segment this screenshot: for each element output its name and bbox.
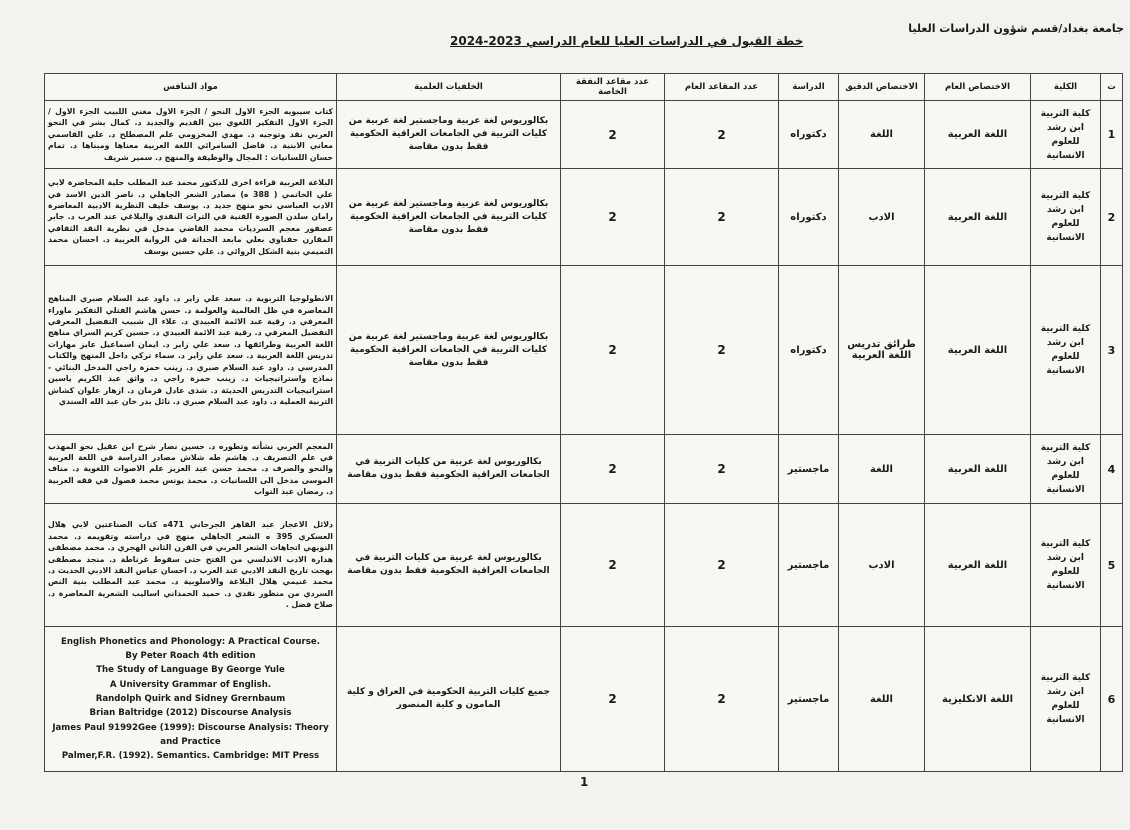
row-specific: الادب — [839, 169, 925, 266]
row-specific: اللغة — [839, 627, 925, 772]
col-header-private-seats: عدد مقاعد النفقة الخاصة — [561, 74, 665, 101]
row-materials: البلاغة العربية قراءة اخرى للدكتور محمد عبد المطلب حلية المحاضرة لابي علي الحاتمي ( 388 ه) مصادر الشعر الجاهلي د. ناصر الدين الاسد في الادب العباسي نحو منهج جديد د. يوسف خليف النظرية الادبية المعاصرة رامان سلدن الصورة الفنية في التراث النقدي والبلاغي عند العرب د. جابر عصفور معجم السرديات محمد القاضي مدخل في نظرية النقد الثقافي المقارن حفناوي بعلي مابعد الحداثة في الرواية العربية د. احسان محمد التميمي بنية الشكل الروائي د. علي حسين يوسف — [45, 169, 337, 266]
department-header: جامعة بغداد/قسم شؤون الدراسات العليا — [908, 22, 1124, 35]
row-general-seats: 2 — [665, 169, 779, 266]
reference-line: By Peter Roach 4th edition — [125, 651, 256, 662]
row-private-seats: 2 — [561, 101, 665, 169]
reference-line: Randolph Quirk and Sidney Grernbaum — [95, 694, 286, 705]
row-general: اللغة العربية — [925, 266, 1031, 435]
col-header-college: الكلية — [1031, 74, 1101, 101]
document-title: خطة القبول في الدراسات العليا للعام الدراسي 2023-2024 — [450, 34, 804, 48]
row-general: اللغة العربية — [925, 169, 1031, 266]
reference-line: A University Grammar of English. — [109, 679, 272, 690]
row-backgrounds: بكالوريوس لغة عربية من كليات التربية في الجامعات العراقية الحكومية فقط بدون مقاصة — [337, 503, 561, 627]
row-private-seats: 2 — [561, 435, 665, 503]
row-index: 2 — [1101, 169, 1123, 266]
row-general-seats: 2 — [665, 101, 779, 169]
table-row — [45, 503, 1123, 627]
row-specific: طرائق تدريس اللغة العربية — [839, 266, 925, 435]
row-index: 4 — [1101, 435, 1123, 503]
row-study: ماجستير — [779, 435, 839, 503]
page-number: 1 — [580, 775, 589, 789]
col-header-specific: الاختصاص الدقيق — [839, 74, 925, 101]
admission-plan-table — [44, 73, 1123, 772]
row-backgrounds: بكالوريوس لغة عربية وماجستير لغة عربية من كليات التربية في الجامعات العراقية الحكومية فقط بدون مقاصة — [337, 266, 561, 435]
row-study: ماجستير — [779, 627, 839, 772]
row-college: كلية التربية ابن رشد للعلوم الانسانية — [1031, 169, 1101, 266]
row-materials: الانطولوجيا التربوية د. سعد علي زاير د. داود عبد السلام صبري المناهج المعاصرة في ظل العالمية والعولمة د. حسن هاشم الفتلي التفكير ماوراء المعرفي د. رقية عبد الائمة العبيدي د. علاء ال شبيب التفضيل المعرفي التفضيل المعرفي د. رقية عبد الائمة العبيدي د. حسين كريم السراي مناهج اللغة العربية وطرائقها د. سعد علي زاير د. ايمان اسماعيل عايز مهارات تدريس اللغة العربية د. سعد علي زاير د. سماء تركي داخل المنهج والكتاب المدرسي د. داود عبد السلام صبري د. زينب حمزة راجي المدخل البنائي - نماذج واستراتيجيات د. زينب حمزة راجي د. واثق عبد الكريم ياسين استراتيجيات التدريس الحديثة د. شذى عادل فرمان د. ازهار علوان كشاش التربية العملية د. داود عبد السلام صبري د. نائل بدر خان عبد الله السندي — [45, 266, 337, 435]
row-specific: اللغة — [839, 435, 925, 503]
col-header-general: الاختصاص العام — [925, 74, 1031, 101]
row-general: اللغة الانكليزية — [925, 627, 1031, 772]
col-header-materials: مواد التنافس — [45, 74, 337, 101]
row-study: ماجستير — [779, 503, 839, 627]
row-college: كلية التربية ابن رشد للعلوم الانسانية — [1031, 627, 1101, 772]
table-row — [45, 169, 1123, 266]
row-college: كلية التربية ابن رشد للعلوم الانسانية — [1031, 266, 1101, 435]
reference-line: Brian Baltridge (2012) Discourse Analysis — [89, 708, 292, 719]
row-index: 3 — [1101, 266, 1123, 435]
row-materials: دلائل الاعجاز عبد القاهر الجرجاني 471ه كتاب الصناعتين لابي هلال العسكري 395 ه الشعر الجاهلي منهج في دراسته وتقويمه د. محمد النويهي اتجاهات الشعر العربي في القرن الثاني الهجري د. محمد مصطفى هدارة الادب الاندلسي من الفتح حتى سقوط غرناطة د. منجد مصطفى بهجت تاريخ النقد الادبي عند العرب د. احسان عباس النقد الادبي الحديث د. محمد غنيمي هلال البلاغة والاسلوبية د. محمد عبد المطلب بنية النص السردي من منظور نقدي د. حميد الحمداني اساليب الشعرية المعاصرة د. صلاح فضل . — [45, 503, 337, 627]
row-specific: الادب — [839, 503, 925, 627]
row-materials: كتاب سيبويه الجزء الاول النحو / الجزء الاول مغني اللبيب الجزء الاول / الجزء الاول التفكير اللغوي بين القديم والجديد د. كمال بشر في النحو العربي نقد وتوجيه د. مهدي المخزومي علم المصطلح د. علي القاسمي معاني الابنية د. فاضل السامرائي اللغة العربية معناها ومبناها د. تمام حسان اللسانيات : المجال والوظيفة والمنهج د. سمير شريف — [45, 101, 337, 169]
row-general: اللغة العربية — [925, 503, 1031, 627]
row-study: دكتوراه — [779, 266, 839, 435]
col-header-general-seats: عدد المقاعد العام — [665, 74, 779, 101]
table-row — [45, 101, 1123, 169]
row-general-seats: 2 — [665, 503, 779, 627]
reference-line: English Phonetics and Phonology: A Practical Course. — [61, 636, 320, 647]
row-college: كلية التربية ابن رشد للعلوم الانسانية — [1031, 435, 1101, 503]
row-general: اللغة العربية — [925, 101, 1031, 169]
reference-line: The Study of Language By George Yule — [96, 665, 285, 676]
row-index: 6 — [1101, 627, 1123, 772]
row-general-seats: 2 — [665, 435, 779, 503]
row-index: 5 — [1101, 503, 1123, 627]
row-index: 1 — [1101, 101, 1123, 169]
row-backgrounds: بكالوريوس لغة عربية من كليات التربية في الجامعات العراقية الحكومية فقط بدون مقاصة — [337, 435, 561, 503]
table-row — [45, 435, 1123, 503]
table-header-row — [45, 74, 1123, 101]
row-materials: المعجم العربي نشأته وتطوره د. حسين نصار شرح ابن عقيل نحو المهذب في علم التصريف د. هاشم طه شلاش مصادر الدراسة في اللغة العربية والنحو والصرف د. محمد حسن عبد العزيز علم الاصوات اللغوية د. مناف الموسى مدخل الى اللسانيات د. محمد يونس محمد فصول في فقه العربية د. رمضان عبد التواب — [45, 435, 337, 503]
row-college: كلية التربية ابن رشد للعلوم الانسانية — [1031, 101, 1101, 169]
row-study: دكتوراه — [779, 169, 839, 266]
table-row — [45, 627, 1123, 772]
row-private-seats: 2 — [561, 266, 665, 435]
row-materials-english — [45, 627, 337, 772]
col-header-study: الدراسة — [779, 74, 839, 101]
row-study: دكتوراه — [779, 101, 839, 169]
row-backgrounds: بكالوريوس لغة عربية وماجستير لغة عربية من كليات التربية في الجامعات العراقية الحكومية فقط بدون مقاصة — [337, 169, 561, 266]
table-row — [45, 266, 1123, 435]
row-backgrounds: جميع كليات التربية الحكومية في العراق و كلية المامون و كلية المنصور — [337, 627, 561, 772]
row-general: اللغة العربية — [925, 435, 1031, 503]
reference-line: James Paul 91992Gee (1999): Discourse Analysis: Theory and Practice — [52, 722, 329, 747]
row-backgrounds: بكالوريوس لغة عربية وماجستير لغة عربية من كليات التربية في الجامعات العراقية الحكومية فقط بدون مقاصة — [337, 101, 561, 169]
reference-line: Palmer,F.R. (1992). Semantics. Cambridge: MIT Press — [61, 751, 320, 762]
row-private-seats: 2 — [561, 627, 665, 772]
row-private-seats: 2 — [561, 169, 665, 266]
row-private-seats: 2 — [561, 503, 665, 627]
row-college: كلية التربية ابن رشد للعلوم الانسانية — [1031, 503, 1101, 627]
row-specific: اللغة — [839, 101, 925, 169]
col-header-backgrounds: الخلفيات العلمية — [337, 74, 561, 101]
col-header-index: ت — [1101, 74, 1123, 101]
row-general-seats: 2 — [665, 266, 779, 435]
row-general-seats: 2 — [665, 627, 779, 772]
